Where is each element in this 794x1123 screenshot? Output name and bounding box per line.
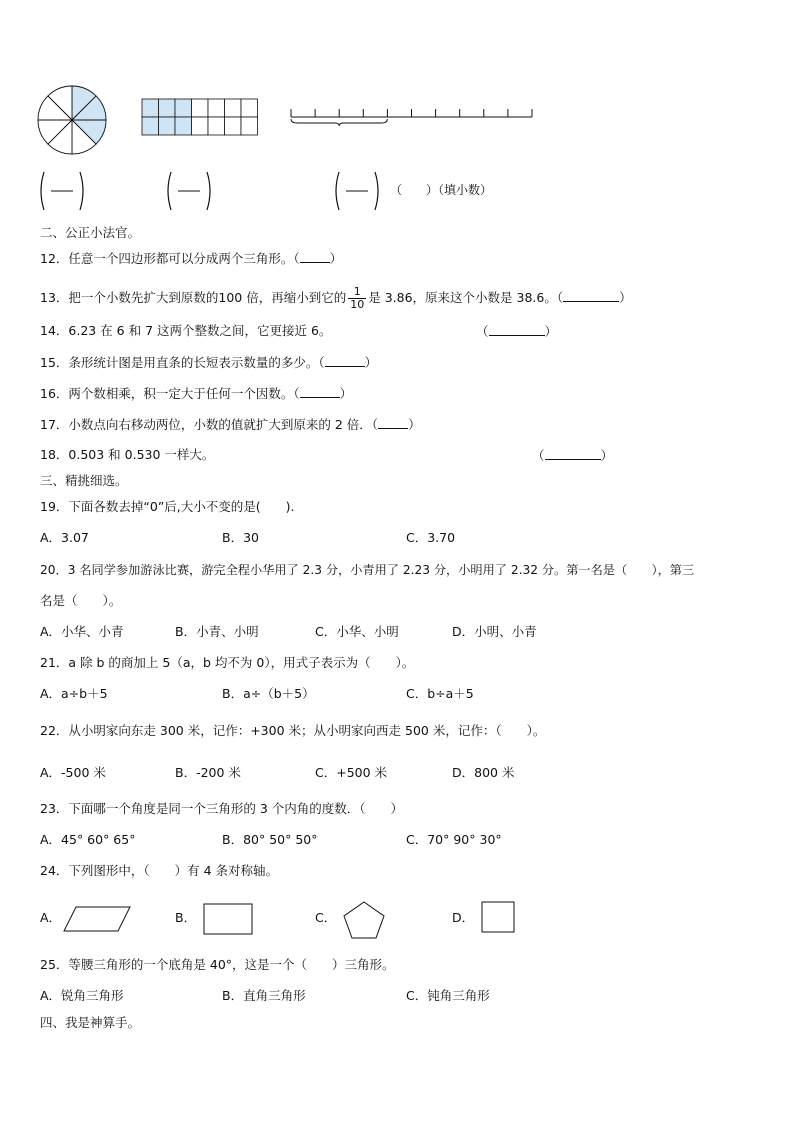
q19-option-c[interactable]: C．3.70 bbox=[406, 530, 456, 545]
q22-option-b[interactable]: B．-200 米 bbox=[175, 765, 241, 780]
q21-option-a[interactable]: A．a÷b＋5 bbox=[40, 686, 108, 701]
question-21: 21．a 除 b 的商加上 5（a，b 均不为 0），用式子表示为（ ）。 bbox=[40, 655, 415, 670]
question-20-line-2: 名是（ ）。 bbox=[40, 593, 122, 608]
grid-cell bbox=[159, 99, 176, 117]
parallelogram-shape[interactable] bbox=[62, 905, 132, 933]
grid-cell bbox=[142, 99, 159, 117]
decimal-blank-note[interactable]: （ ）（填小数） bbox=[390, 183, 493, 197]
question-14-answer[interactable]: （ ） bbox=[476, 324, 558, 339]
number-ruler bbox=[289, 105, 535, 127]
question-23: 23．下面哪一个角度是同一个三角形的 3 个内角的度数．（ ） bbox=[40, 801, 404, 816]
fraction-circle bbox=[36, 84, 108, 156]
q22-option-a[interactable]: A．-500 米 bbox=[40, 765, 106, 780]
q19-option-a[interactable]: A．3.07 bbox=[40, 530, 89, 545]
q24-option-d[interactable]: D． bbox=[452, 910, 475, 925]
answer-blank[interactable] bbox=[300, 250, 330, 263]
fraction-one-tenth: $\frac{1}{10}$ bbox=[350, 285, 365, 311]
fraction-blank-1[interactable] bbox=[38, 170, 86, 212]
grid-cell bbox=[142, 117, 159, 135]
question-17: 17．小数点向右移动两位，小数的值就扩大到原来的 2 倍．（ ） bbox=[40, 417, 421, 432]
question-20-line-1: 20．3 名同学参加游泳比赛，游完全程小华用了 2.3 分，小青用了 2.23 分，小明用了 2.32 分。第一名是（ ），第三 bbox=[40, 563, 695, 577]
q25-option-c[interactable]: C．钝角三角形 bbox=[406, 988, 490, 1003]
grid-cell bbox=[241, 99, 258, 117]
q21-option-b[interactable]: B．a÷（b＋5） bbox=[222, 686, 315, 701]
fraction-blank-3[interactable] bbox=[333, 170, 381, 212]
answer-blank[interactable] bbox=[325, 354, 365, 367]
q21-option-c[interactable]: C．b÷a＋5 bbox=[406, 686, 474, 701]
q23-option-a[interactable]: A．45° 60° 65° bbox=[40, 832, 136, 847]
question-13: 13．把一个小数先扩大到原数的100 倍，再缩小到它的 $\frac{1}{10}$ 是 3.86，原来这个小数是 38.6。（ ） bbox=[40, 285, 632, 311]
q20-option-d[interactable]: D．小明、小青 bbox=[452, 624, 537, 639]
question-24: 24．下列图形中，（ ）有 4 条对称轴。 bbox=[40, 863, 279, 878]
question-16: 16．两个数相乘，积一定大于任何一个因数。（ ） bbox=[40, 386, 353, 401]
answer-blank[interactable] bbox=[300, 385, 340, 398]
fraction-grid bbox=[141, 98, 259, 136]
q22-option-c[interactable]: C．+500 米 bbox=[315, 765, 388, 780]
answer-blank[interactable] bbox=[563, 289, 619, 302]
rectangle-shape[interactable] bbox=[203, 903, 253, 935]
grid-cell bbox=[175, 99, 192, 117]
grid-cell bbox=[225, 117, 242, 135]
grid-cell bbox=[159, 117, 176, 135]
q24-option-a[interactable]: A． bbox=[40, 910, 62, 925]
q20-option-c[interactable]: C．小华、小明 bbox=[315, 624, 399, 639]
answer-blank[interactable] bbox=[378, 416, 408, 429]
q19-option-b[interactable]: B．30 bbox=[222, 530, 259, 545]
q25-option-b[interactable]: B．直角三角形 bbox=[222, 988, 306, 1003]
q24-option-b[interactable]: B． bbox=[175, 910, 197, 925]
fraction-blank-2[interactable] bbox=[165, 170, 213, 212]
section-4-title: 四、我是神算手。 bbox=[40, 1015, 141, 1030]
q23-option-c[interactable]: C．70° 90° 30° bbox=[406, 832, 502, 847]
question-19: 19．下面各数去掉“0”后,大小不变的是( ). bbox=[40, 499, 295, 514]
grid-cell bbox=[192, 99, 209, 117]
question-12: 12．任意一个四边形都可以分成两个三角形。（ ） bbox=[40, 251, 343, 266]
q24-option-c[interactable]: C． bbox=[315, 910, 337, 925]
question-14: 14．6.23 在 6 和 7 这两个整数之间，它更接近 6。 bbox=[40, 323, 332, 338]
q23-option-b[interactable]: B．80° 50° 50° bbox=[222, 832, 318, 847]
square-shape[interactable] bbox=[481, 901, 517, 933]
q25-option-a[interactable]: A．锐角三角形 bbox=[40, 988, 124, 1003]
ruler-brace bbox=[291, 119, 387, 126]
question-18-answer[interactable]: （ ） bbox=[532, 448, 614, 463]
section-3-title: 三、精挑细选。 bbox=[40, 473, 128, 488]
grid-cell bbox=[175, 117, 192, 135]
grid-cell bbox=[208, 117, 225, 135]
q20-option-a[interactable]: A．小华、小青 bbox=[40, 624, 124, 639]
section-2-title: 二、公正小法官。 bbox=[40, 225, 141, 240]
q22-option-d[interactable]: D．800 米 bbox=[452, 765, 515, 780]
question-18: 18．0.503 和 0.530 一样大。 bbox=[40, 447, 215, 462]
q20-option-b[interactable]: B．小青、小明 bbox=[175, 624, 259, 639]
pentagon-shape[interactable] bbox=[342, 900, 386, 940]
grid-cell bbox=[208, 99, 225, 117]
grid-cell bbox=[225, 99, 242, 117]
grid-cell bbox=[241, 117, 258, 135]
question-22: 22．从小明家向东走 300 米，记作：+300 米；从小明家向西走 500 米，记作：（ ）。 bbox=[40, 723, 546, 738]
question-15: 15．条形统计图是用直条的长短表示数量的多少。（ ） bbox=[40, 355, 378, 370]
question-25: 25．等腰三角形的一个底角是 40°，这是一个（ ）三角形。 bbox=[40, 957, 395, 972]
grid-cell bbox=[192, 117, 209, 135]
